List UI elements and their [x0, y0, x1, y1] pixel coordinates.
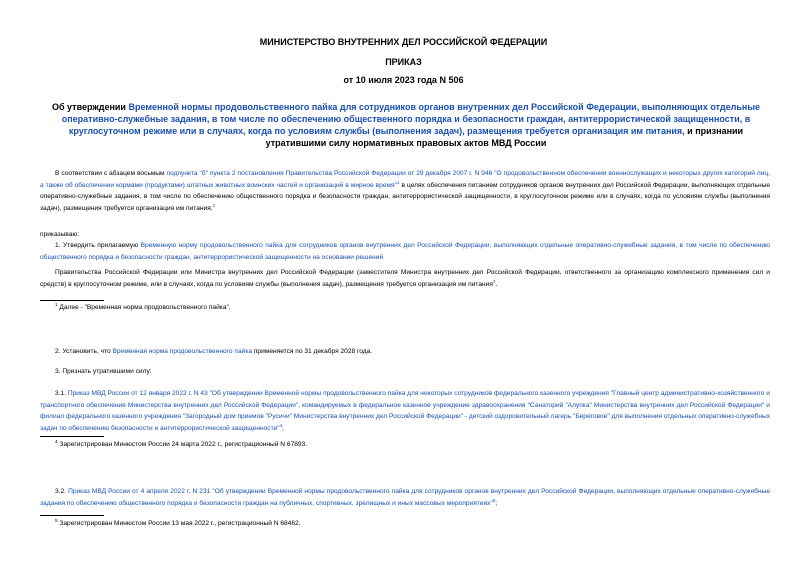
footnote-ref-4[interactable]: 4 — [279, 422, 283, 428]
preamble-text-2: в целях обеспечения питанием сотрудников органов внутренних дел Российской Федерации, выполняющих отдельные оперативно-служебные задания, в том числе по обеспечению общественного порядка и безопасности граждан, антитеррористической защищенности, в круглосуточном режиме или в случаях, когда по условиям службы (выполнения задач), размещения требуется организация им питания, — [40, 181, 770, 213]
title-prefix: Об утверждении — [51, 102, 129, 112]
footnote-divider-2 — [40, 436, 104, 437]
footnote-ref-2[interactable]: 2 — [212, 202, 216, 208]
item-3-2-end: ; — [495, 499, 498, 507]
footnote-divider-3 — [40, 515, 104, 516]
footnote-divider — [40, 300, 104, 301]
item-1-paragraph — [40, 240, 770, 263]
item-1-continuation — [40, 267, 770, 290]
document-type: ПРИКАЗ — [385, 57, 422, 67]
item-1-cont-text: Правительства Российской Федерации или Министра внутренних дел Российской Федерации (заместителя Министра внутренних дел Российской Федерации, ответственного за организацию комплексного применения сил и средств) в круглосуточном режиме, или в случаях, когда по условиям службы (выполнения задач), размещения требуется организация им питания — [40, 269, 770, 288]
footnote-1-mark: 1 — [55, 301, 58, 307]
footnote-ref-1[interactable]: 1 — [396, 179, 400, 185]
preamble-text-1: В соответствии с абзацем восьмым — [55, 170, 167, 177]
document-title — [50, 101, 762, 149]
footnote-5-mark: 5 — [55, 517, 58, 523]
preamble-paragraph — [40, 168, 770, 215]
item-2-paragraph — [40, 346, 770, 358]
item-3-1-number: 3.1. — [55, 390, 68, 397]
footnote-1 — [55, 303, 231, 313]
order-word: приказываю: — [40, 231, 80, 238]
ministry-heading: МИНИСТЕРСТВО ВНУТРЕННИХ ДЕЛ РОССИЙСКОЙ ФЕДЕРАЦИИ — [259, 37, 548, 47]
footnote-ref-3[interactable]: 3 — [492, 278, 496, 284]
item-3-2-paragraph — [40, 486, 770, 509]
item-3-paragraph: 3. Признать утратившими силу: — [55, 368, 152, 375]
footnote-ref-5[interactable]: 5 — [492, 497, 496, 503]
item-3-2-number: 3.2. — [55, 488, 69, 495]
footnote-4 — [55, 440, 307, 450]
footnote-5-text: Зарегистрирован Минюстом России 13 мая 2022 г., регистрационный N 68462. — [57, 520, 301, 527]
item-2-text-end: применяется по 31 декабря 2028 года. — [252, 348, 373, 355]
item-3-2-link[interactable]: Приказ МВД России от 4 апреля 2022 г. N 231 "Об утверждении Временной нормы продовольственного пайка для сотрудников органов внутренних дел Российской Федерации, выполняющих отдельные оперативно-служебные задания по обеспечению общественного порядка и безопасности граждан на публичных, спортивных, зрелищных и иных массовых мероприятиях" — [40, 488, 770, 507]
item-1-link[interactable]: Временную норму продовольственного пайка для сотрудников органов внутренних дел Российской Федерации, выполняющих отдельные оперативно-служебные задания, в том числе по обеспечению общественного порядка и безопасности граждан, антитеррористической защищенности на основании решений — [40, 242, 771, 261]
item-3-1-end: ; — [282, 425, 285, 433]
footnote-4-mark: 4 — [55, 438, 58, 444]
footnote-5 — [55, 519, 301, 529]
title-link[interactable]: Временной нормы продовольственного пайка для сотрудников органов внутренних дел Российской Федерации, выполняющих отдельные оперативно-служебные задания, в том числе по обеспечению общественного порядка и безопасности граждан, антитеррористической защищенности, в круглосуточном режиме или в случаях, когда по условиям службы (выполнения задач), размещения требуется организация им питания, — [61, 102, 761, 136]
title-suffix: и признании утратившими силу нормативных правовых актов МВД России — [265, 126, 744, 148]
item-1-cont-end: . — [495, 280, 498, 288]
item-3-1-link[interactable]: Приказ МВД России от 12 января 2022 г. N 43 "Об утверждении Временной нормы продовольственного пайка для некоторых сотрудников федерального казенного учреждения "Главный центр административно-хозяйственного и транспортного обеспечения Министерства внутренних дел Российской Федерации", командируемых в федеральное казенное учреждение здравоохранения "Санаторий "Алупка" Министерства внутренних дел Российской Федерации" и филиал федерального казенного учреждения "Загородный дом приемов "Русичи" Министерства внутренних дел Российской Федерации" - детский оздоровительный лагерь "Береговое" для выполнения отдельных оперативно-служебных задач по обеспечению безопасности и антитеррористической защищенности" — [40, 390, 771, 433]
item-2-link[interactable]: Временная норма продовольственного пайка — [112, 348, 253, 355]
item-3-1-paragraph — [40, 388, 770, 435]
footnote-4-text: Зарегистрирован Минюстом России 24 марта 2022 г., регистрационный N 67893. — [57, 441, 308, 448]
preamble-link[interactable]: подпункта "б" пункта 2 постановления Правительства Российской Федерации от 29 декабря 2007 г. N 946 "О продовольственном обеспечении военнослужащих и некоторых других категорий лиц, а также об обеспечении кормами (продуктами) штатных животных воинских частей и организаций в мирное время" — [40, 170, 770, 189]
item-2-text: 2. Установить, что — [55, 348, 113, 355]
item-1-text: 1. Утвердить прилагаемую — [55, 242, 141, 249]
footnote-1-text: Далее - "Временная норма продовольственного пайка". — [57, 304, 231, 311]
document-date-number: от 10 июля 2023 года N 506 — [343, 75, 464, 85]
